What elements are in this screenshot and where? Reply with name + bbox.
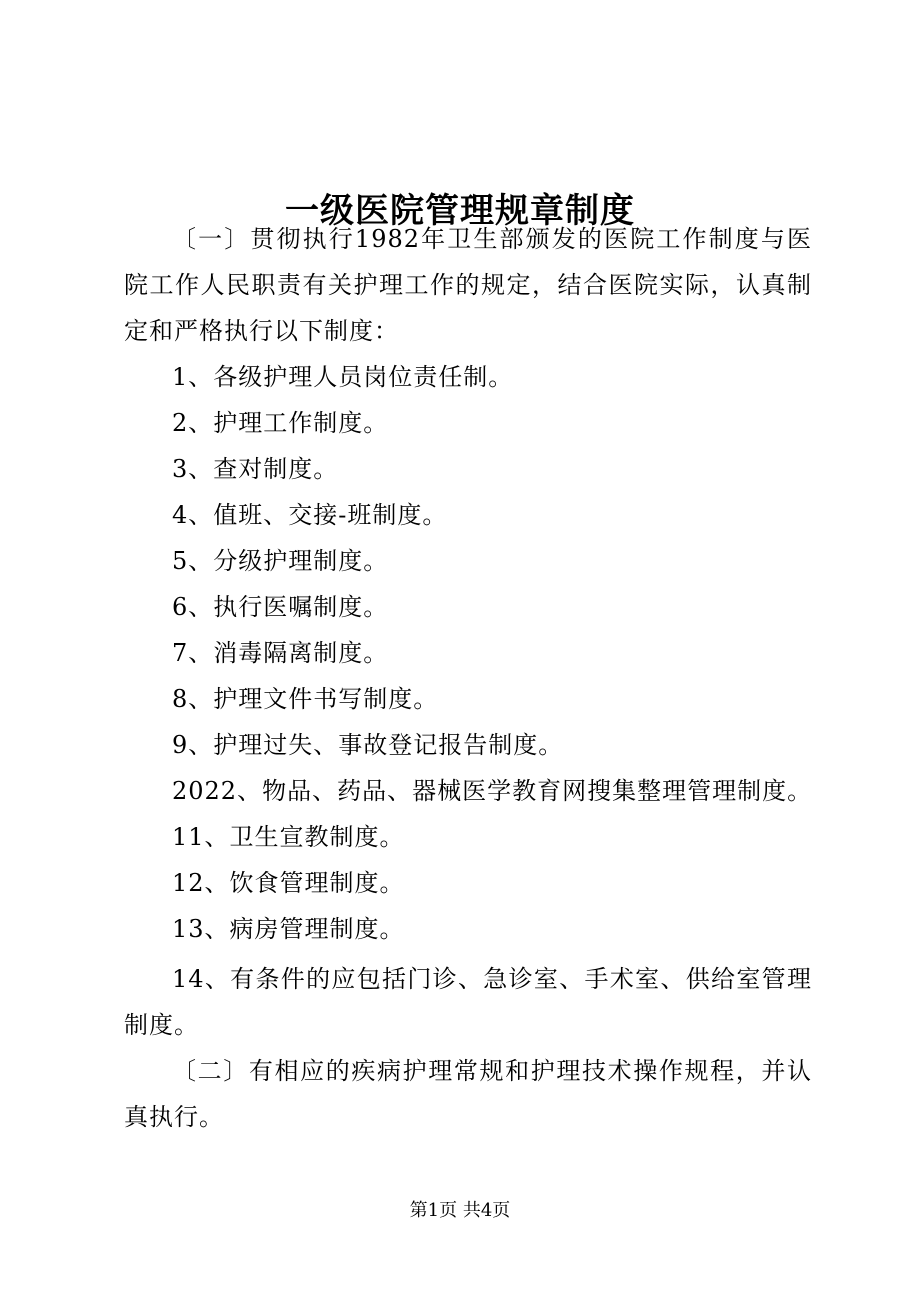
section-two-paragraph: 〔二〕有相应的疾病护理常规和护理技术操作规程，并认真执行。 <box>124 1057 812 1131</box>
document-title: 一级医院管理规章制度 <box>285 190 635 231</box>
list-item: 5、分级护理制度。 <box>172 547 389 575</box>
list-item: 7、消毒隔离制度。 <box>172 639 389 667</box>
list-item: 2022、物品、药品、器械医学教育网搜集整理管理制度。 <box>172 777 813 805</box>
list-item: 13、病房管理制度。 <box>172 915 405 943</box>
intro-paragraph: 〔一〕贯彻执行1982年卫生部颁发的医院工作制度与医院工作人民职责有关护理工作的规定，结合医院实际，认真制定和严格执行以下制度： <box>124 225 812 345</box>
list-item: 1、各级护理人员岗位责任制。 <box>172 363 514 391</box>
page-number-footer: 第1页 共4页 <box>409 1200 511 1221</box>
list-item: 12、饮食管理制度。 <box>172 869 405 897</box>
list-item: 14、有条件的应包括门诊、急诊室、手术室、供给室管理制度。 <box>124 965 812 1039</box>
list-item: 4、值班、交接-班制度。 <box>172 501 448 529</box>
list-item: 8、护理文件书写制度。 <box>172 685 439 713</box>
list-item: 11、卫生宣教制度。 <box>172 823 405 851</box>
list-item: 3、查对制度。 <box>172 455 339 483</box>
list-item: 9、护理过失、事故登记报告制度。 <box>172 731 564 759</box>
list-item: 6、执行医嘱制度。 <box>172 593 389 621</box>
list-item: 2、护理工作制度。 <box>172 409 389 437</box>
